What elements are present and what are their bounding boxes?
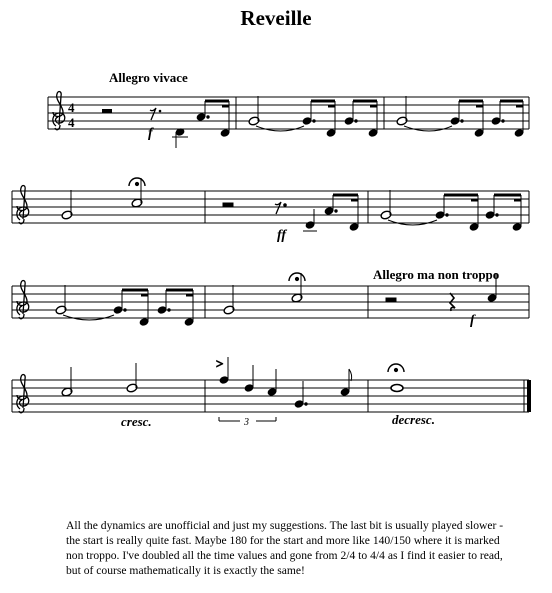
staff-system-4	[12, 380, 531, 412]
fermata-icon	[129, 178, 145, 186]
page-title: Reveille	[240, 6, 312, 30]
dynamic-fortissimo: ff	[277, 228, 287, 243]
tuplet-number: 3	[244, 417, 249, 428]
tempo-marking-opening: Allegro vivace	[109, 70, 188, 85]
crescendo-marking: cresc.	[121, 414, 152, 429]
eighth-rest	[150, 108, 156, 120]
time-signature-bottom: 4	[68, 115, 75, 130]
footnote-text: All the dynamics are unofficial and just my suggestions. The last bit is usually played slower - the start is really quite fast. Maybe 180 for the start and more like 140/150 where it is marked non troppo. I've doubled all the time values and gone from 2/4 to 4/4 as I find it easier to read, but of course mathematically it is exactly the same!	[66, 519, 504, 577]
notes-measure-2	[248, 96, 378, 137]
final-barline	[527, 380, 531, 412]
dynamic-forte-1: f	[148, 126, 153, 141]
fermata-icon	[289, 273, 305, 281]
accent-mark: >	[216, 356, 224, 371]
time-signature-top: 4	[68, 100, 75, 115]
notes-measure-3	[396, 96, 524, 137]
decrescendo-marking: decresc.	[392, 412, 435, 427]
staff-system-1	[48, 97, 529, 129]
notes-measure-1	[172, 101, 230, 148]
whole-note	[391, 385, 403, 392]
tempo-marking-later: Allegro ma non troppo	[373, 267, 500, 282]
fermata-icon	[388, 364, 404, 372]
half-rest	[102, 109, 112, 113]
dynamic-forte-2: f	[470, 313, 475, 328]
